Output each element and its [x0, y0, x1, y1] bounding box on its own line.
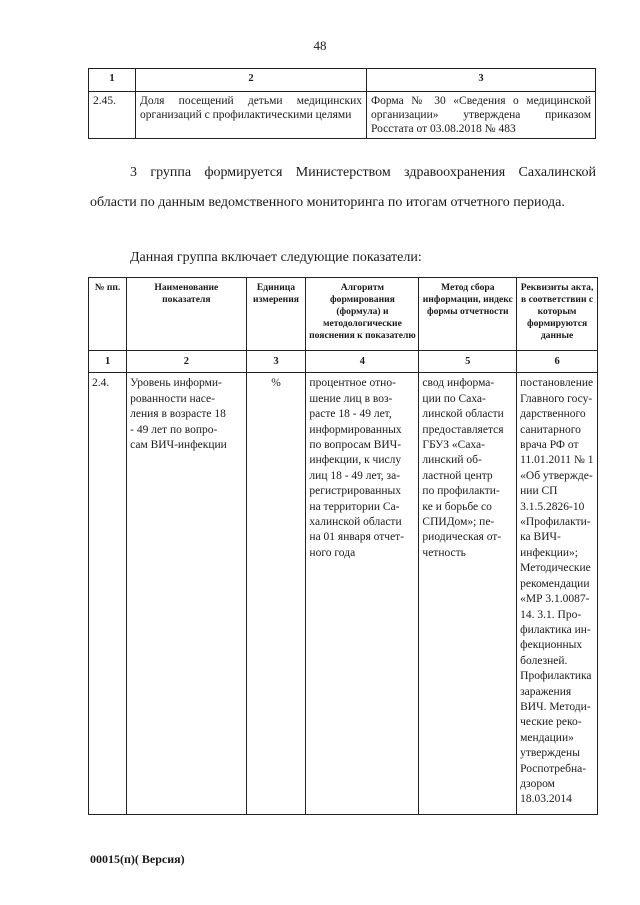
column-numbers-row — [89, 351, 598, 373]
cell-line: Роспотребна- — [520, 762, 587, 775]
column-number: 4 — [306, 351, 419, 373]
cell-line: инфекции»; — [520, 546, 578, 559]
cell-line: линской области — [422, 408, 504, 421]
column-number: 3 — [246, 351, 306, 373]
cell-line: мендации» — [520, 731, 574, 744]
indicator-source: Форма № 30 «Сведения о медицинской организации» утверждена приказом Росстата от 03.08.2018 № 483 — [367, 92, 596, 139]
column-number: 1 — [89, 351, 127, 373]
cell-line: по профилакти- — [422, 485, 500, 498]
cell-line: «Профилакти- — [520, 516, 591, 529]
cell-line: ческие реко- — [520, 716, 582, 729]
cell-line: 18.03.2014 — [520, 793, 572, 806]
cell-line: предоставляется — [422, 423, 504, 436]
top-table-header-cell: 2 — [136, 69, 367, 92]
indicator-row-algorithm — [306, 373, 419, 814]
cell-line: риодическая от- — [422, 531, 502, 544]
cell-line: ления в возрасте 18 — [130, 408, 226, 421]
header-cell-algorithm: Алгоритм формирования (формула) и методологические пояснения к показателю — [306, 278, 419, 351]
indicator-name: Доля посещений детьми медицинских организаций с профилактическими целями — [136, 92, 367, 139]
header-cell-requisites: Реквизиты акта, в соответствии с которым формируются данные — [517, 278, 598, 351]
top-table — [88, 68, 596, 139]
indicators-table-header — [89, 278, 598, 351]
indicators-table — [88, 277, 598, 815]
cell-line: сам ВИЧ-инфекции — [130, 439, 227, 452]
header-cell-method: Метод сбора информации, индекс формы отчетности — [419, 278, 517, 351]
indicator-number: 2.45. — [89, 92, 136, 139]
cell-line: ГБУЗ «Саха- — [422, 439, 485, 452]
indicator-row-name — [127, 373, 246, 814]
cell-line: Методические — [520, 562, 591, 575]
cell-line: заражения — [520, 685, 572, 698]
cell-line: по вопросам ВИЧ- — [309, 439, 402, 452]
cell-line: болезней. — [520, 654, 568, 667]
cell-line: Главного госу- — [520, 392, 593, 405]
header-cell-unit: Единица измерения — [246, 278, 306, 351]
cell-line: СПИДом»; пе- — [422, 516, 495, 529]
indicator-row — [89, 373, 598, 814]
group-description: 3 группа формируется Министерством здравоохранения Сахалинской области по данным ведомственного мониторинга по итогам отчетного периода. — [90, 165, 596, 210]
cell-line: постановление — [520, 377, 594, 390]
cell-line: рекомендации — [520, 577, 590, 590]
top-table-header-cell: 3 — [367, 69, 596, 92]
cell-line: четность — [422, 546, 466, 559]
cell-line: 14. 3.1. Про- — [520, 608, 582, 621]
cell-line: рованности насе- — [130, 392, 215, 405]
cell-line: врача РФ от — [520, 439, 579, 452]
header-cell-name: Наименование показателя — [127, 278, 246, 351]
cell-line: инфекции, к числу — [309, 454, 402, 467]
cell-line: свод информа- — [422, 377, 495, 390]
cell-line: Уровень информи- — [130, 377, 222, 390]
cell-line: линский об- — [422, 454, 482, 467]
indicator-row-number: 2.4. — [89, 373, 127, 814]
document-footer: 00015(п)( Версия) — [90, 852, 185, 866]
cell-line: процентное отно- — [309, 377, 396, 390]
group-intro: Данная группа включает следующие показатели: — [130, 250, 422, 265]
cell-line: шение лиц в воз- — [309, 392, 393, 405]
indicator-row-requisites — [517, 373, 598, 814]
column-number: 6 — [517, 351, 598, 373]
column-number: 2 — [127, 351, 246, 373]
cell-line: «МР 3.1.0087- — [520, 593, 590, 606]
cell-line: нии СП — [520, 485, 558, 498]
top-table-header — [89, 69, 596, 92]
header-cell-number: № пп. — [89, 278, 127, 351]
cell-line: ВИЧ. Методи- — [520, 700, 591, 713]
cell-line: утверждены — [520, 747, 580, 760]
cell-line: санитарного — [520, 423, 581, 436]
cell-line: ного года — [309, 546, 356, 559]
cell-line: на 01 января отчет- — [309, 531, 405, 544]
cell-line: 11.01.2011 № 1 — [520, 454, 594, 467]
cell-line: 3.1.5.2826-10 — [520, 500, 585, 513]
cell-line: дзором — [520, 777, 555, 790]
page-number: 48 — [313, 38, 327, 53]
cell-line: дарственного — [520, 408, 586, 421]
cell-line: информированных — [309, 423, 402, 436]
cell-line: ка ВИЧ- — [520, 531, 561, 544]
indicator-row-unit: % — [246, 373, 306, 814]
top-table-header-cell: 1 — [89, 69, 136, 92]
column-number: 5 — [419, 351, 517, 373]
cell-line: Профилактика — [520, 670, 592, 683]
cell-line: «Об утвержде- — [520, 469, 593, 482]
cell-line: лиц 18 - 49 лет, за- — [309, 469, 401, 482]
cell-line: расте 18 - 49 лет, — [309, 408, 392, 421]
cell-line: филактика ин- — [520, 623, 591, 636]
cell-line: халинской области — [309, 516, 402, 529]
cell-line: ции по Саха- — [422, 392, 486, 405]
indicator-row-method — [419, 373, 517, 814]
cell-line: ластной центр — [422, 469, 493, 482]
cell-line: фекционных — [520, 639, 583, 652]
top-table-row — [89, 92, 596, 139]
cell-line: ке и борьбе со — [422, 500, 492, 513]
cell-line: на территории Са- — [309, 500, 400, 513]
cell-line: - 49 лет по вопро- — [130, 423, 218, 436]
cell-line: регистрированных — [309, 485, 401, 498]
